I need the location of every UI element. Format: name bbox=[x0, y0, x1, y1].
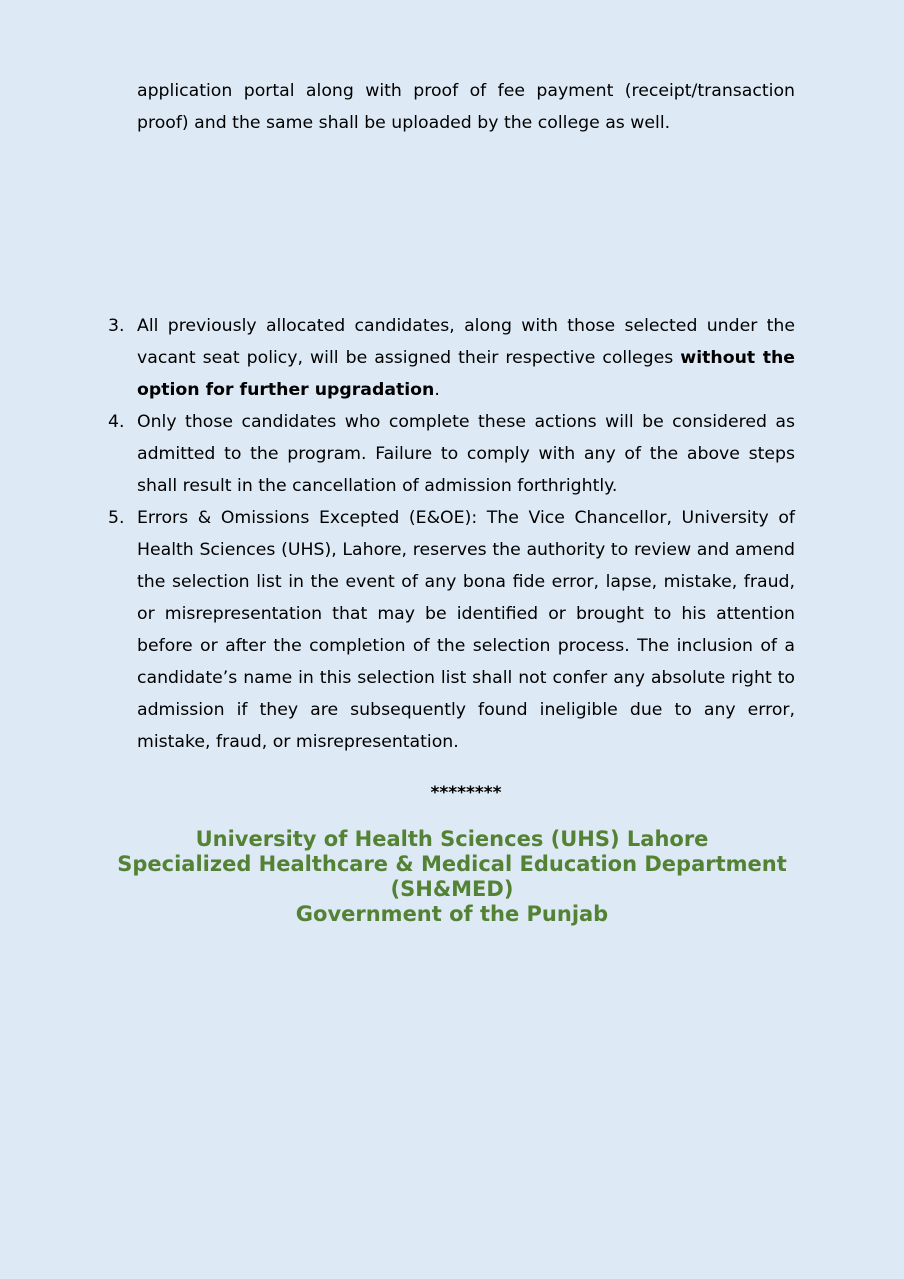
list-item-4 bbox=[108, 406, 795, 502]
list-item-text: All previously allocated candidates, along with those selected under the vacant seat policy, will be assigned their respective colleges bbox=[137, 316, 795, 368]
footer-university-name: University of Health Sciences (UHS) Lahore bbox=[195, 827, 709, 851]
list-item-text: Only those candidates who complete these actions will be considered as admitted to the program. Failure to comply with any of the above steps shall result in the cancellation of admission forthrightly. bbox=[137, 412, 795, 496]
footer-government-name: Government of the Punjab bbox=[295, 902, 609, 926]
list-item-text: Errors & Omissions Excepted (E&OE): The Vice Chancellor, University of Health Sciences (UHS), Lahore, reserves the authority to review and amend the selection list in the event of any bona fide error, lapse, mistake, fraud, or misrepresentation that may be identified or brought to his attention before or after the completion of the selection process. The inclusion of a candidate’s name in this selection list shall not confer any absolute right to admission if they are subsequently found ineligible due to any error, mistake, fraud, or misrepresentation. bbox=[137, 508, 795, 752]
list-item-5 bbox=[108, 502, 795, 758]
section-separator: ******** bbox=[430, 783, 502, 803]
footer-department-abbreviation: (SH&MED) bbox=[390, 877, 514, 901]
footer-block bbox=[0, 827, 904, 927]
list-number: 5. bbox=[108, 508, 125, 528]
footer-department-name: Specialized Healthcare & Medical Education Department bbox=[117, 852, 787, 876]
list-item-text-end: . bbox=[434, 380, 440, 400]
continuation-paragraph: application portal along with proof of fee payment (receipt/transaction proof) and the same shall be uploaded by the college as well. bbox=[137, 81, 795, 134]
numbered-list bbox=[0, 310, 904, 758]
list-number: 4. bbox=[108, 412, 125, 432]
emphasized-text: without the option for further upgradation bbox=[137, 348, 795, 400]
list-item-3 bbox=[108, 310, 795, 406]
list-number: 3. bbox=[108, 316, 125, 336]
